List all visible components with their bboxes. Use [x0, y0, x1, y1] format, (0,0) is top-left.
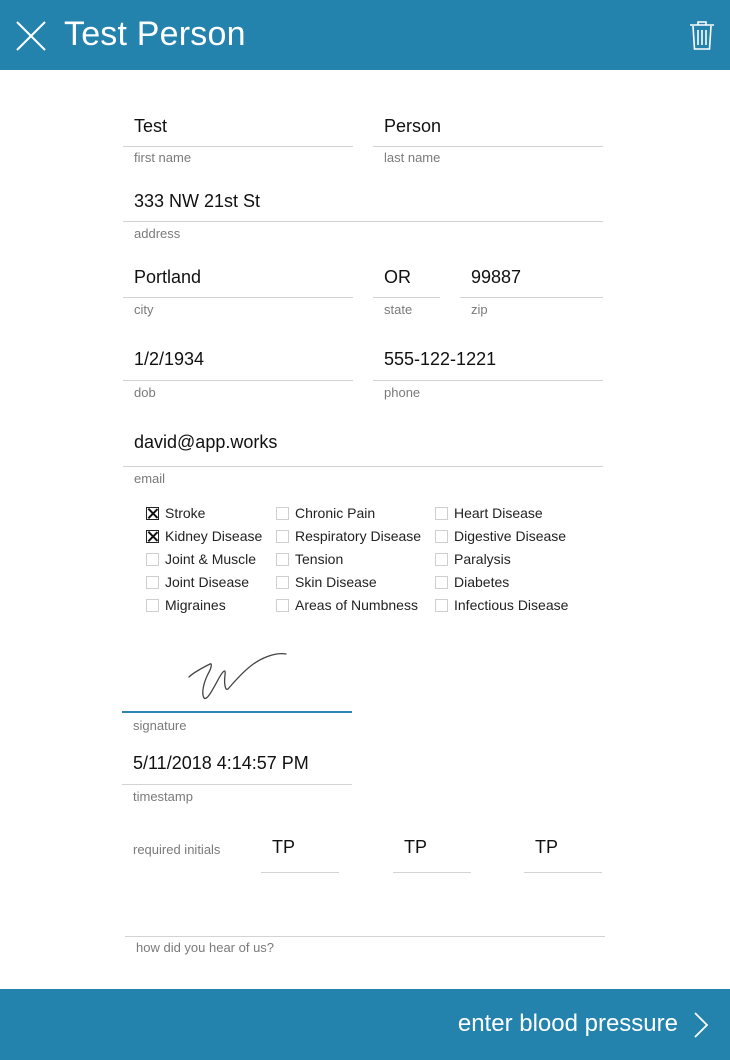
condition-checkbox-joint-disease[interactable]	[146, 573, 249, 591]
checkbox[interactable]	[276, 507, 289, 520]
checkbox[interactable]	[435, 553, 448, 566]
last-name-field[interactable]	[373, 112, 603, 168]
condition-label: Stroke	[165, 505, 206, 521]
dob-label: dob	[134, 385, 156, 400]
checkbox[interactable]	[146, 530, 159, 543]
checkbox[interactable]	[276, 553, 289, 566]
checkbox[interactable]	[435, 576, 448, 589]
last-name-underline	[373, 146, 603, 147]
city-label: city	[134, 302, 154, 317]
page-title: Test Person	[64, 15, 246, 53]
checkbox[interactable]	[146, 576, 159, 589]
condition-label: Digestive Disease	[454, 528, 567, 544]
initials-underline	[524, 872, 602, 873]
checkbox[interactable]	[146, 599, 159, 612]
last-name-label: last name	[384, 150, 441, 165]
referral-underline	[125, 936, 605, 937]
first-name-underline	[123, 146, 353, 147]
chevron-right-icon	[692, 1011, 710, 1039]
referral-field[interactable]	[125, 900, 605, 960]
phone-label: phone	[384, 385, 421, 400]
state-label: state	[384, 302, 413, 317]
state-field[interactable]	[373, 263, 440, 319]
condition-label: Joint & Muscle	[165, 551, 257, 567]
required-initials-label: required initials	[133, 842, 221, 857]
timestamp-label: timestamp	[133, 789, 193, 804]
condition-checkbox-heart-disease[interactable]	[435, 504, 543, 522]
condition-label: Infectious Disease	[454, 597, 569, 613]
enter-blood-pressure-button[interactable]	[0, 989, 730, 1060]
dob-value: 1/2/1934	[134, 349, 205, 369]
first-name-label: first name	[134, 150, 192, 165]
footer-label: enter blood pressure	[457, 1010, 678, 1037]
initials-value: TP	[404, 837, 428, 857]
condition-label: Respiratory Disease	[295, 528, 422, 544]
city-underline	[123, 297, 353, 298]
checkbox[interactable]	[276, 530, 289, 543]
condition-label: Kidney Disease	[165, 528, 263, 544]
zip-underline	[460, 297, 603, 298]
condition-label: Heart Disease	[454, 505, 543, 521]
email-underline	[123, 466, 603, 467]
condition-label: Diabetes	[454, 574, 510, 590]
last-name-value: Person	[384, 116, 442, 136]
header-bar	[0, 0, 730, 70]
condition-checkbox-kidney-disease[interactable]	[146, 527, 262, 545]
condition-checkbox-paralysis[interactable]	[435, 550, 511, 568]
condition-checkbox-areas-of-numbness[interactable]	[276, 596, 418, 614]
condition-checkbox-skin-disease[interactable]	[276, 573, 377, 591]
zip-field[interactable]	[460, 263, 603, 319]
checkbox[interactable]	[276, 576, 289, 589]
dob-underline	[123, 380, 353, 381]
state-value: OR	[384, 267, 411, 287]
address-label: address	[134, 226, 181, 241]
phone-value: 555-122-1221	[384, 349, 497, 369]
condition-checkbox-joint-muscle[interactable]	[146, 550, 256, 568]
condition-checkbox-infectious-disease[interactable]	[435, 596, 568, 614]
condition-label: Migraines	[165, 597, 226, 613]
timestamp-value: 5/11/2018 4:14:57 PM	[133, 753, 309, 773]
phone-underline	[373, 380, 603, 381]
condition-checkbox-digestive-disease[interactable]	[435, 527, 566, 545]
close-icon[interactable]	[14, 19, 48, 53]
signature-pad[interactable]	[122, 640, 352, 714]
state-underline	[373, 297, 440, 298]
condition-checkbox-chronic-pain[interactable]	[276, 504, 375, 522]
checkbox[interactable]	[146, 553, 159, 566]
condition-checkbox-stroke[interactable]	[146, 504, 205, 522]
checkbox[interactable]	[435, 507, 448, 520]
condition-checkbox-migraines[interactable]	[146, 596, 226, 614]
signature-label: signature	[133, 718, 187, 733]
zip-value: 99887	[471, 267, 522, 287]
checkbox[interactable]	[276, 599, 289, 612]
initials-underline	[393, 872, 471, 873]
city-value: Portland	[134, 267, 202, 287]
address-underline	[123, 221, 603, 222]
condition-label: Tension	[295, 551, 344, 567]
timestamp-field	[122, 750, 352, 806]
condition-label: Areas of Numbness	[295, 597, 418, 613]
condition-label: Joint Disease	[165, 574, 250, 590]
checkbox[interactable]	[435, 599, 448, 612]
condition-checkbox-respiratory-disease[interactable]	[276, 527, 421, 545]
email-label: email	[134, 471, 166, 486]
checkbox[interactable]	[146, 507, 159, 520]
address-value: 333 NW 21st St	[134, 191, 261, 211]
initials-value: TP	[535, 837, 559, 857]
condition-label: Skin Disease	[295, 574, 377, 590]
signature-stroke	[122, 640, 352, 714]
phone-field[interactable]	[373, 346, 603, 402]
condition-checkbox-diabetes[interactable]	[435, 573, 509, 591]
referral-label: how did you hear of us?	[136, 940, 275, 955]
condition-checkbox-tension[interactable]	[276, 550, 343, 568]
signature-underline	[122, 711, 352, 713]
dob-field[interactable]	[123, 346, 353, 402]
first-name-field[interactable]	[123, 112, 353, 168]
initials-underline	[261, 872, 339, 873]
email-value: david@app.works	[134, 432, 278, 452]
condition-label: Chronic Pain	[295, 505, 376, 521]
timestamp-underline	[122, 784, 352, 785]
trash-icon[interactable]	[688, 19, 716, 51]
email-field[interactable]	[123, 430, 603, 488]
checkbox[interactable]	[435, 530, 448, 543]
first-name-value: Test	[134, 116, 168, 136]
city-field[interactable]	[123, 263, 353, 319]
address-field[interactable]	[123, 187, 603, 243]
zip-label: zip	[471, 302, 488, 317]
initials-value: TP	[272, 837, 296, 857]
condition-label: Paralysis	[454, 551, 511, 567]
